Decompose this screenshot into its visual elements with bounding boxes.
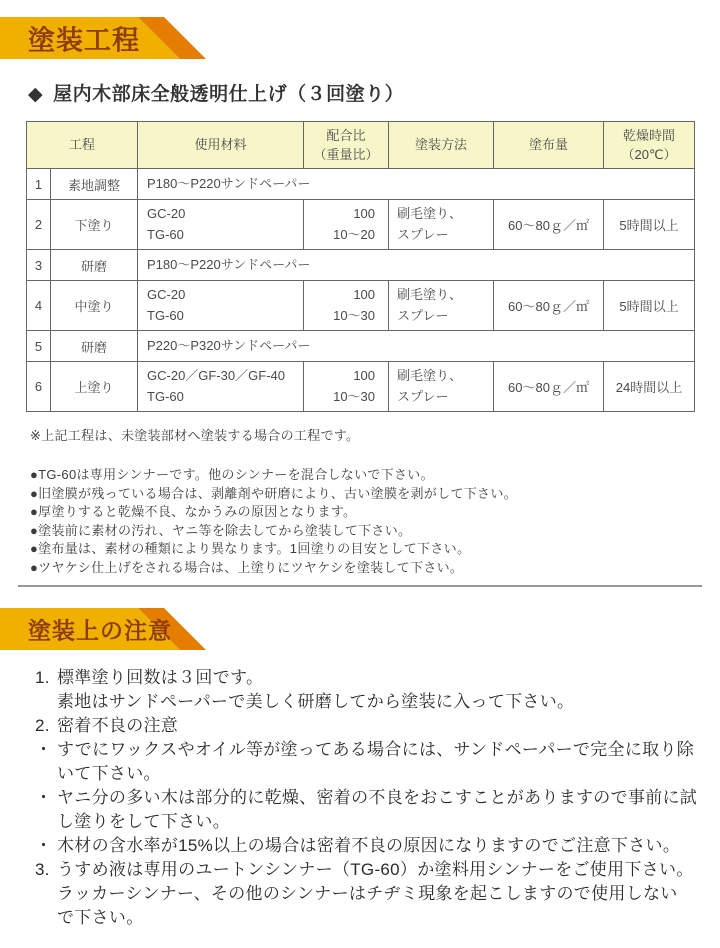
step-number: 3 (27, 250, 51, 281)
caution-marker: 3. (35, 860, 50, 879)
finish-type-heading-text: 屋内木部床全般透明仕上げ（３回塗り） (53, 84, 405, 105)
note-line: ●塗布量は、素材の種類により異なります。1回塗りの目安として下さい。 (30, 541, 471, 556)
step-number: 1 (27, 169, 51, 200)
caution-line: し塗りをして下さい。 (57, 812, 230, 831)
caution-text (57, 714, 720, 738)
header-ratio (304, 122, 389, 169)
header-dry-time (604, 122, 695, 169)
caution-item (35, 858, 720, 930)
method-line: 刷毛塗り、 (397, 368, 463, 384)
step-number: 6 (27, 362, 51, 412)
step-material: P220～P320サンドペーパー (138, 331, 695, 362)
step-dry-time: 5時間以上 (604, 281, 695, 331)
diamond-icon: ◆ (28, 84, 44, 105)
step-material (138, 362, 304, 412)
table-row (27, 200, 695, 250)
step-number: 5 (27, 331, 51, 362)
step-method (389, 200, 494, 250)
table-row (27, 169, 695, 200)
caution-marker: ・ (35, 836, 53, 855)
material-line: TG-60 (147, 226, 184, 242)
caution-line: 標準塗り回数は３回です。 (57, 668, 264, 687)
header-ratio-line1: 配合比 (326, 127, 366, 143)
process-section-banner (0, 17, 220, 59)
ratio-line: 100 (353, 206, 376, 222)
step-ratio (304, 200, 389, 250)
ratio-line: 10～20 (333, 226, 376, 242)
step-method (389, 281, 494, 331)
caution-item (35, 786, 720, 834)
material-line: GC-20 (147, 287, 186, 303)
step-method (389, 362, 494, 412)
caution-marker: ・ (35, 788, 53, 807)
material-line: GC-20／GF-30／GF-40 (147, 368, 285, 384)
finish-type-heading (28, 79, 720, 106)
step-material: P180～P220サンドペーパー (138, 169, 695, 200)
note-line: ●ツヤケシ仕上げをされる場合は、上塗りにツヤケシを塗装して下さい。 (30, 559, 464, 575)
step-process: 上塗り (51, 362, 138, 412)
step-material (138, 281, 304, 331)
caution-line: ラッカーシンナー、その他のシンナーはチヂミ現象を起こしますので使用しない (57, 884, 678, 903)
step-process: 研磨 (51, 250, 138, 281)
caution-item (35, 834, 720, 858)
step-material (138, 200, 304, 250)
caution-line: で下さい。 (57, 908, 144, 927)
method-line: スプレー (397, 226, 449, 242)
caution-item (35, 714, 720, 738)
caution-marker: 2. (35, 716, 50, 735)
step-process: 中塗り (51, 281, 138, 331)
caution-text (57, 738, 720, 786)
caution-section-title: 塗装上の注意 (28, 617, 172, 644)
table-row (27, 331, 695, 362)
ratio-line: 10～30 (333, 307, 376, 323)
caution-text (57, 834, 720, 858)
header-material-label: 使用材料 (194, 137, 247, 153)
ratio-line: 100 (353, 287, 376, 303)
caution-line: いて下さい。 (57, 764, 161, 783)
ratio-line: 10～30 (333, 388, 376, 404)
caution-item (35, 738, 720, 786)
header-method (389, 122, 494, 169)
caution-text (57, 786, 720, 834)
step-number: 4 (27, 281, 51, 331)
table-row (27, 250, 695, 281)
header-dry-line1: 乾燥時間 (623, 127, 676, 143)
caution-marker: ・ (35, 740, 53, 759)
note-line: ●塗装前に素材の汚れ、ヤニ等を除去してから塗装して下さい。 (30, 522, 412, 538)
caution-marker: 1. (35, 668, 50, 687)
material-line: TG-60 (147, 388, 184, 404)
painting-process-table (26, 121, 695, 412)
caution-section-banner (0, 608, 220, 650)
header-material (138, 122, 304, 169)
process-section-title: 塗装工程 (28, 25, 140, 56)
step-dry-time: 24時間以上 (604, 362, 695, 412)
table-row (27, 281, 695, 331)
table-header-row (27, 122, 695, 169)
caution-line: 密着不良の注意 (57, 716, 179, 735)
step-ratio (304, 281, 389, 331)
caution-line: 素地はサンドペーパーで美しく研磨してから塗装に入って下さい。 (57, 692, 575, 711)
ratio-line: 100 (353, 368, 376, 384)
note-line: ●TG-60は専用シンナーです。他のシンナーを混合しないで下さい。 (30, 467, 434, 482)
method-line: スプレー (397, 388, 449, 404)
cautions-list (35, 666, 720, 930)
header-ratio-line2: （重量比） (313, 147, 379, 162)
caution-item (35, 666, 720, 714)
header-process-label: 工程 (69, 137, 96, 153)
note-line: ●旧塗膜が残っている場合は、剥離剤や研磨により、古い塗膜を剥がして下さい。 (30, 485, 517, 501)
caution-line: うすめ液は専用のユートンシンナー（TG-60）か塗料用シンナーをご使用下さい。 (57, 860, 694, 879)
header-process (27, 122, 138, 169)
step-process: 素地調整 (51, 169, 138, 200)
header-dry-line2: （20℃） (621, 147, 677, 162)
step-process: 研磨 (51, 331, 138, 362)
caution-line: ヤニ分の多い木は部分的に乾燥、密着の不良をおこすことがありますので事前に試 (57, 788, 698, 807)
section-divider (18, 585, 702, 587)
caution-text (57, 666, 720, 714)
note-line: ●厚塗りすると乾燥不良、なかうみの原因となります。 (30, 504, 357, 519)
header-method-label: 塗装方法 (415, 137, 468, 153)
material-line: TG-60 (147, 307, 184, 323)
caution-text (57, 858, 720, 930)
caution-line: 木材の含水率が15%以上の場合は密着不良の原因になりますのでご注意下さい。 (57, 836, 681, 855)
step-amount: 60～80ｇ／㎡ (494, 362, 604, 412)
step-amount: 60～80ｇ／㎡ (494, 281, 604, 331)
table-row (27, 362, 695, 412)
caution-line: すでにワックスやオイル等が塗ってある場合には、サンドペーパーで完全に取り除 (57, 740, 695, 759)
step-ratio (304, 362, 389, 412)
step-material: P180～P220サンドペーパー (138, 250, 695, 281)
step-amount: 60～80ｇ／㎡ (494, 200, 604, 250)
step-process: 下塗り (51, 200, 138, 250)
bullet-notes (30, 466, 720, 577)
method-line: 刷毛塗り、 (397, 287, 463, 303)
header-amount-label: 塗布量 (529, 137, 569, 153)
step-dry-time: 5時間以上 (604, 200, 695, 250)
material-line: GC-20 (147, 206, 186, 222)
table-footnote: ※上記工程は、未塗装部材へ塗装する場合の工程です。 (30, 428, 360, 443)
header-amount (494, 122, 604, 169)
step-number: 2 (27, 200, 51, 250)
method-line: スプレー (397, 307, 449, 323)
method-line: 刷毛塗り、 (397, 206, 463, 222)
